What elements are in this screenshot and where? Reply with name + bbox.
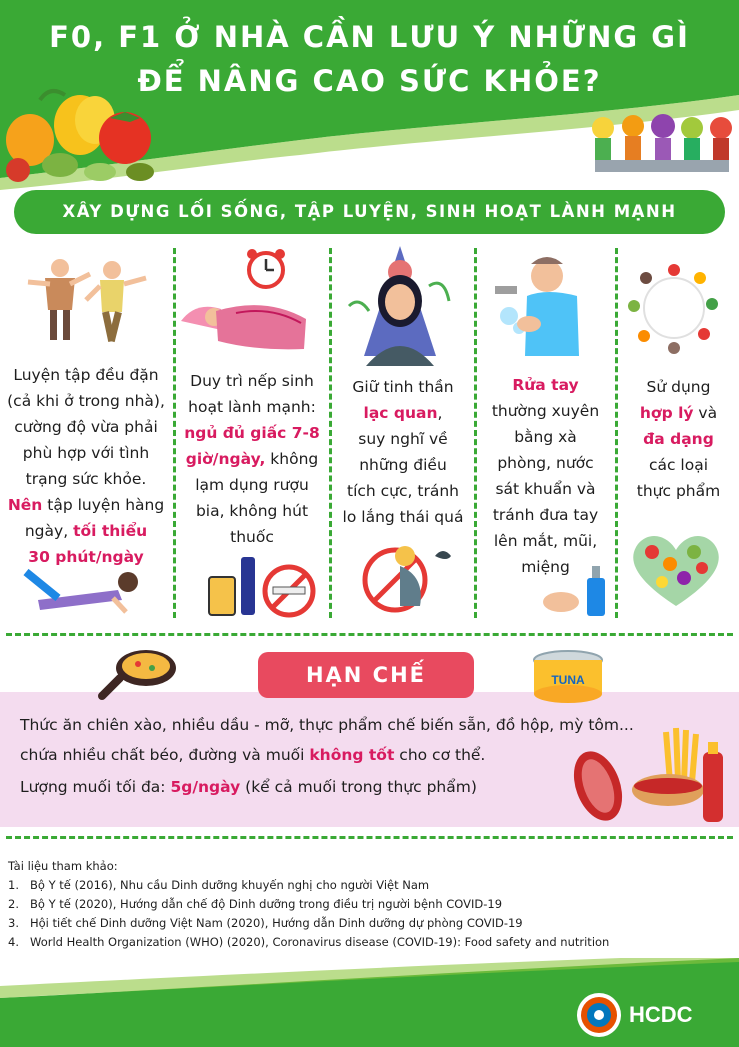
highlight-text: Rửa tay (512, 376, 579, 394)
section-banner: XÂY DỰNG LỐI SỐNG, TẬP LUYỆN, SINH HOẠT LÀNH MẠNH (14, 190, 725, 234)
text-line: cường độ vừa phải (14, 418, 158, 436)
text-line: lạm dụng rượu (195, 476, 309, 494)
text-line: lên mắt, mũi, (493, 532, 598, 550)
text-line: tránh đưa tay (492, 506, 599, 524)
highlight-text: ngủ đủ giấc 7-8 (184, 424, 320, 442)
section-divider (6, 836, 733, 839)
text-line: (cả khi ở trong nhà), (7, 392, 165, 410)
text-line: bia, không hút (195, 502, 309, 520)
highlight-text: Nên (7, 496, 43, 514)
text-line: trạng sức khỏe. (25, 470, 147, 488)
text-span: chứa nhiều chất béo, đường và muối (20, 746, 310, 764)
column-mindset (332, 246, 474, 624)
highlight-text: giờ/ngày, (185, 450, 266, 468)
text-span: (kể cả muối trong thực phẩm) (240, 778, 477, 796)
no-alcohol-smoking-icon (201, 551, 321, 621)
limit-text-line3 (20, 778, 477, 796)
references-heading: Tài liệu tham khảo: (8, 859, 118, 873)
reference-text: Bộ Y tế (2020), Hướng dẫn chế độ Dinh dưỡng trong điều trị người bệnh COVID-19 (30, 897, 503, 911)
text-line: Giữ tinh thần (352, 378, 454, 396)
sanitizer-icon (541, 558, 611, 618)
sleeping-person-icon (176, 291, 311, 356)
text-line: các loại (648, 456, 709, 474)
elderly-exercise-icon (20, 254, 150, 349)
alarm-clock-icon (244, 246, 288, 290)
reference-text: World Health Organization (WHO) (2020), Coronavirus disease (COVID-19): Food safety and nutrition (30, 935, 610, 949)
fast-food-icon (568, 722, 728, 832)
tuna-label: TUNA (551, 673, 585, 687)
text-line: thực phẩm (636, 482, 721, 500)
highlight-text: đa dạng (643, 430, 714, 448)
column-exercise (0, 246, 172, 624)
highlight-text: 30 phút/ngày (28, 548, 144, 566)
limit-banner: HẠN CHẾ (258, 652, 474, 698)
reference-number: 2. (8, 897, 19, 911)
column-food (618, 246, 739, 624)
reference-text: Bộ Y tế (2016), Nhu cầu Dinh dưỡng khuyến nghị cho người Việt Nam (30, 878, 430, 892)
kids-costume-icon (588, 110, 738, 180)
text-line: lo lắng thái quá (342, 508, 464, 526)
exercise-text (0, 362, 172, 570)
reference-item (8, 876, 609, 895)
highlight-text: lạc quan (363, 404, 438, 422)
text-line: những điều (359, 456, 447, 474)
food-heart-icon (626, 530, 726, 610)
text-line: phù hợp với tình (22, 444, 150, 462)
handwashing-man-icon (487, 246, 597, 361)
text-line: Duy trì nếp sinh (190, 372, 314, 390)
text-span: Lượng muối tối đa: (20, 778, 171, 796)
text-line: miệng (521, 558, 570, 576)
sleep-text (176, 368, 328, 550)
reference-text: Hội tiết chế Dinh dưỡng Việt Nam (2020), Hướng dẫn Dinh dưỡng dự phòng COVID-19 (30, 916, 523, 930)
highlight-text: 5g/ngày (170, 778, 241, 796)
text-line: thường xuyên (491, 402, 600, 420)
text-span: không (265, 450, 319, 468)
text-line: phòng, nước (497, 454, 594, 472)
text-span: , (437, 404, 443, 422)
text-span: và (693, 404, 718, 422)
text-line (332, 400, 474, 426)
text-line (0, 492, 172, 518)
food-text (618, 374, 739, 504)
text-line (618, 400, 739, 426)
header (0, 0, 739, 190)
reference-item (8, 895, 609, 914)
text-line: suy nghĩ về (358, 430, 448, 448)
text-span: ngày, (24, 522, 74, 540)
text-line: bằng xà (514, 428, 577, 446)
text-line: Luyện tập đều đặn (13, 366, 159, 384)
section-divider (6, 633, 733, 636)
text-line: sát khuẩn và (495, 480, 596, 498)
text-line (0, 518, 172, 544)
no-worry-icon (350, 536, 460, 616)
reference-number: 1. (8, 878, 19, 892)
references (8, 857, 609, 952)
mindset-text (332, 374, 474, 530)
hcdc-logo-text: HCDC (629, 1002, 693, 1027)
reference-item (8, 933, 609, 952)
text-line: Sử dụng (646, 378, 711, 396)
text-span: cho cơ thể. (394, 746, 486, 764)
page-title-line2: ĐỂ NÂNG CAO SỨC KHỎE? (137, 64, 602, 98)
reference-number: 4. (8, 935, 19, 949)
limit-text-line1: Thức ăn chiên xào, nhiều dầu - mỡ, thực phẩm chế biến sẵn, đồ hộp, mỳ tôm... (20, 716, 634, 734)
meditating-woman-icon (344, 246, 456, 366)
column-handwash (477, 246, 614, 624)
text-span: tập luyện hàng (42, 496, 165, 514)
text-line: hoạt lành mạnh: (188, 398, 316, 416)
woman-plank-icon (18, 564, 148, 619)
handwash-text (477, 372, 614, 580)
highlight-text: không tốt (309, 746, 395, 764)
frying-pan-icon (98, 642, 180, 702)
tuna-can-icon (528, 648, 608, 706)
text-line: tích cực, tránh (347, 482, 459, 500)
food-plate-icon (624, 258, 724, 358)
highlight-text: hợp lý (639, 404, 694, 422)
highlight-text: tối thiểu (73, 522, 148, 540)
text-line (176, 446, 328, 472)
text-line: thuốc (230, 528, 274, 546)
reference-number: 3. (8, 916, 19, 930)
limit-text-line2 (20, 746, 485, 764)
reference-item (8, 914, 609, 933)
column-sleep (176, 246, 328, 624)
hcdc-logo (575, 990, 705, 1040)
page-title-line1: F0, F1 Ở NHÀ CẦN LƯU Ý NHỮNG GÌ (49, 20, 690, 54)
